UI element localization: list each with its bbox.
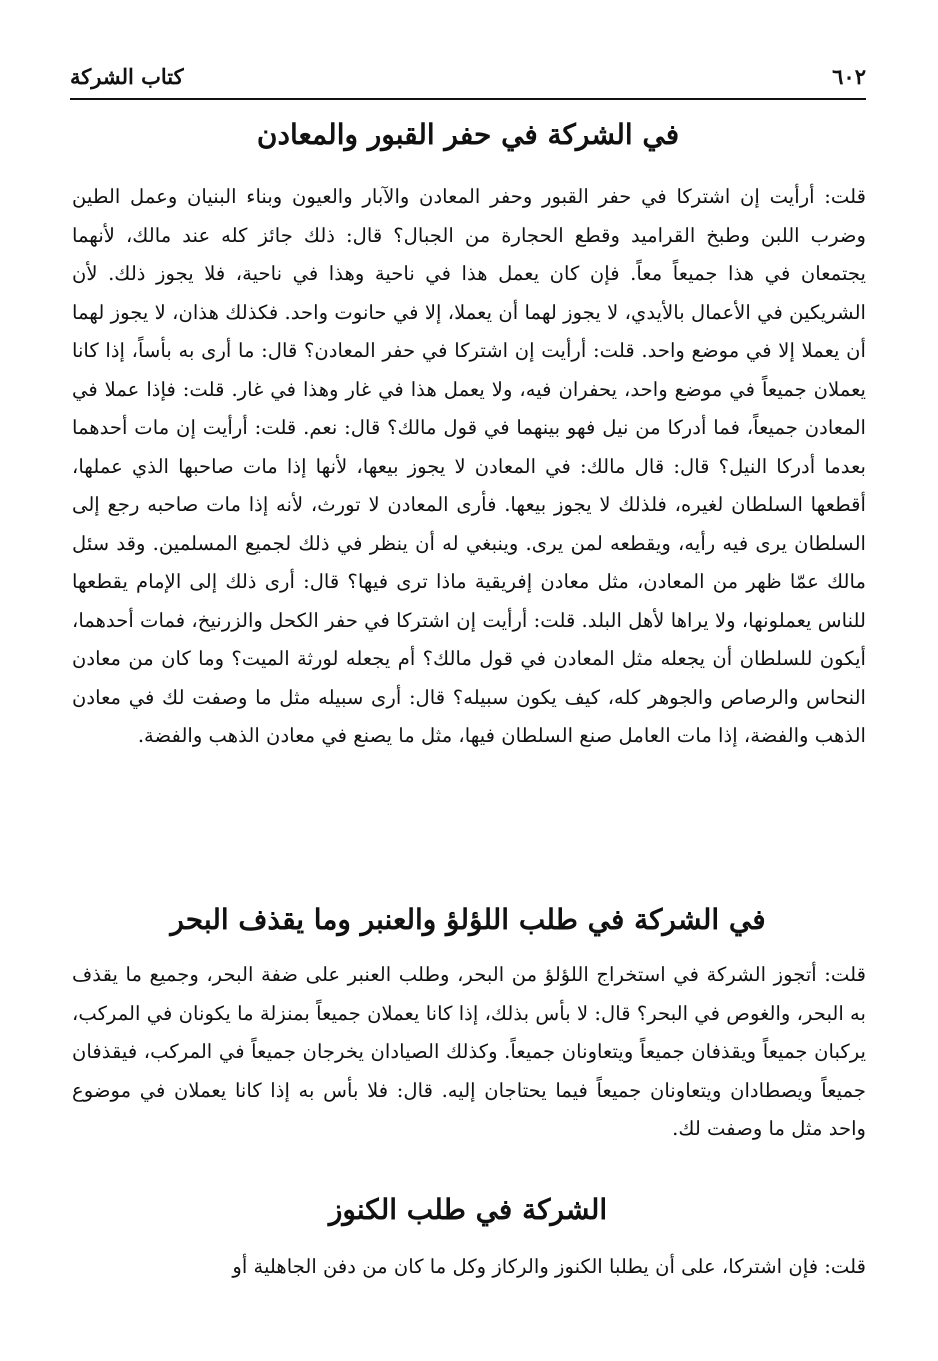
section-body-graves-mines: قلت: أرأيت إن اشتركا في حفر القبور وحفر المعادن والآبار والعيون وبناء البنيان وعمل الطين وضرب اللبن وطبخ القراميد وقطع الحجارة من الجبال؟ قال: ذلك جائز كله عند مالك، لأنهما يجتمعان في هذا جميعاً معاً. فإن كان يعمل هذا في ناحية وهذا في ناحية، فلا يجوز ذلك. لأن الشريكين في الأعمال بالأيدي، لا يجوز لهما أن يعملا، إلا في حانوت واحد. فكذلك هذان، لا يجوز لهما أن يعملا إلا في موضع واحد. قلت: أرأيت إن اشتركا في حفر المعادن؟ قال: ما أرى به بأساً، إذا كانا يعملان جميعاً في موضع واحد، يحفران فيه، ولا يعمل هذا في غار وهذا في غار. قلت: فإذا عملا في المعادن جميعاً، فما أدركا من نيل فهو بينهما في قول مالك؟ قال: نعم. قلت: أرأيت إن مات أحدهما بعدما أدركا النيل؟ قال: قال مالك: في المعادن لا يجوز بيعها، لأنها إذا مات صاحبها الذي عملها، أقطعها السلطان لغيره، فلذلك لا يجوز بيعها. فأرى المعادن لا تورث، لأنه إذا مات صاحبه رجع إلى السلطان يرى فيه رأيه، ويقطعه لمن يرى. وينبغي له أن ينظر في ذلك لجميع المسلمين. وقد سئل مالك عمّا ظهر من المعادن، مثل معادن إفريقية ماذا ترى فيها؟ قال: أرى ذلك إلى الإمام يقطعها للناس يعملونها، ولا يراها لأهل البلد. قلت: أرأيت إن اشتركا في حفر الكحل والزرنيخ، فمات أحدهما، أيكون للسلطان أن يجعله مثل المعادن في قول مالك؟ أم يجعله لورثة الميت؟ وما كان من معادن النحاس والرصاص والجوهر كله، كيف يكون سبيله؟ قال: أرى سبيله مثل ما وصفت لك في معادن الذهب والفضة، إذا مات العامل صنع السلطان فيها، مثل ما يصنع في معادن الذهب والفضة. [72,185,866,747]
section-heading-treasures: الشركة في طلب الكنوز [328,1193,608,1226]
book-title: كتاب الشركة [70,64,184,89]
section-body-pearls-ambergris: قلت: أتجوز الشركة في استخراج اللؤلؤ من البحر، وطلب العنبر على ضفة البحر، وجميع ما يقذف به البحر، والغوص في البحر؟ قال: لا بأس بذلك، إذا كانا يعملان جميعاً بمنزلة ما يكونان في المركب، يركبان جميعاً ويقذفان جميعاً ويتعاونان جميعاً. وكذلك الصيادان يخرجان جميعاً في المركب، فيقذفان جميعاً ويصطادان ويتعاونان جميعاً فيما يحتاجان إليه. قال: فلا بأس به إذا كانا يعملان في موضوع واحد مثل ما وصفت لك. [72,963,866,1140]
section-heading-pearls-ambergris: في الشركة في طلب اللؤلؤ والعنبر وما يقذف البحر [170,903,766,936]
page-number: ٦٠٢ [832,64,866,89]
section-body-treasures: قلت: فإن اشتركا، على أن يطلبا الكنوز والركاز وكل ما كان من دفن الجاهلية أو [232,1255,866,1278]
section-heading-graves-mines: في الشركة في حفر القبور والمعادن [256,118,680,151]
running-header [70,58,866,100]
